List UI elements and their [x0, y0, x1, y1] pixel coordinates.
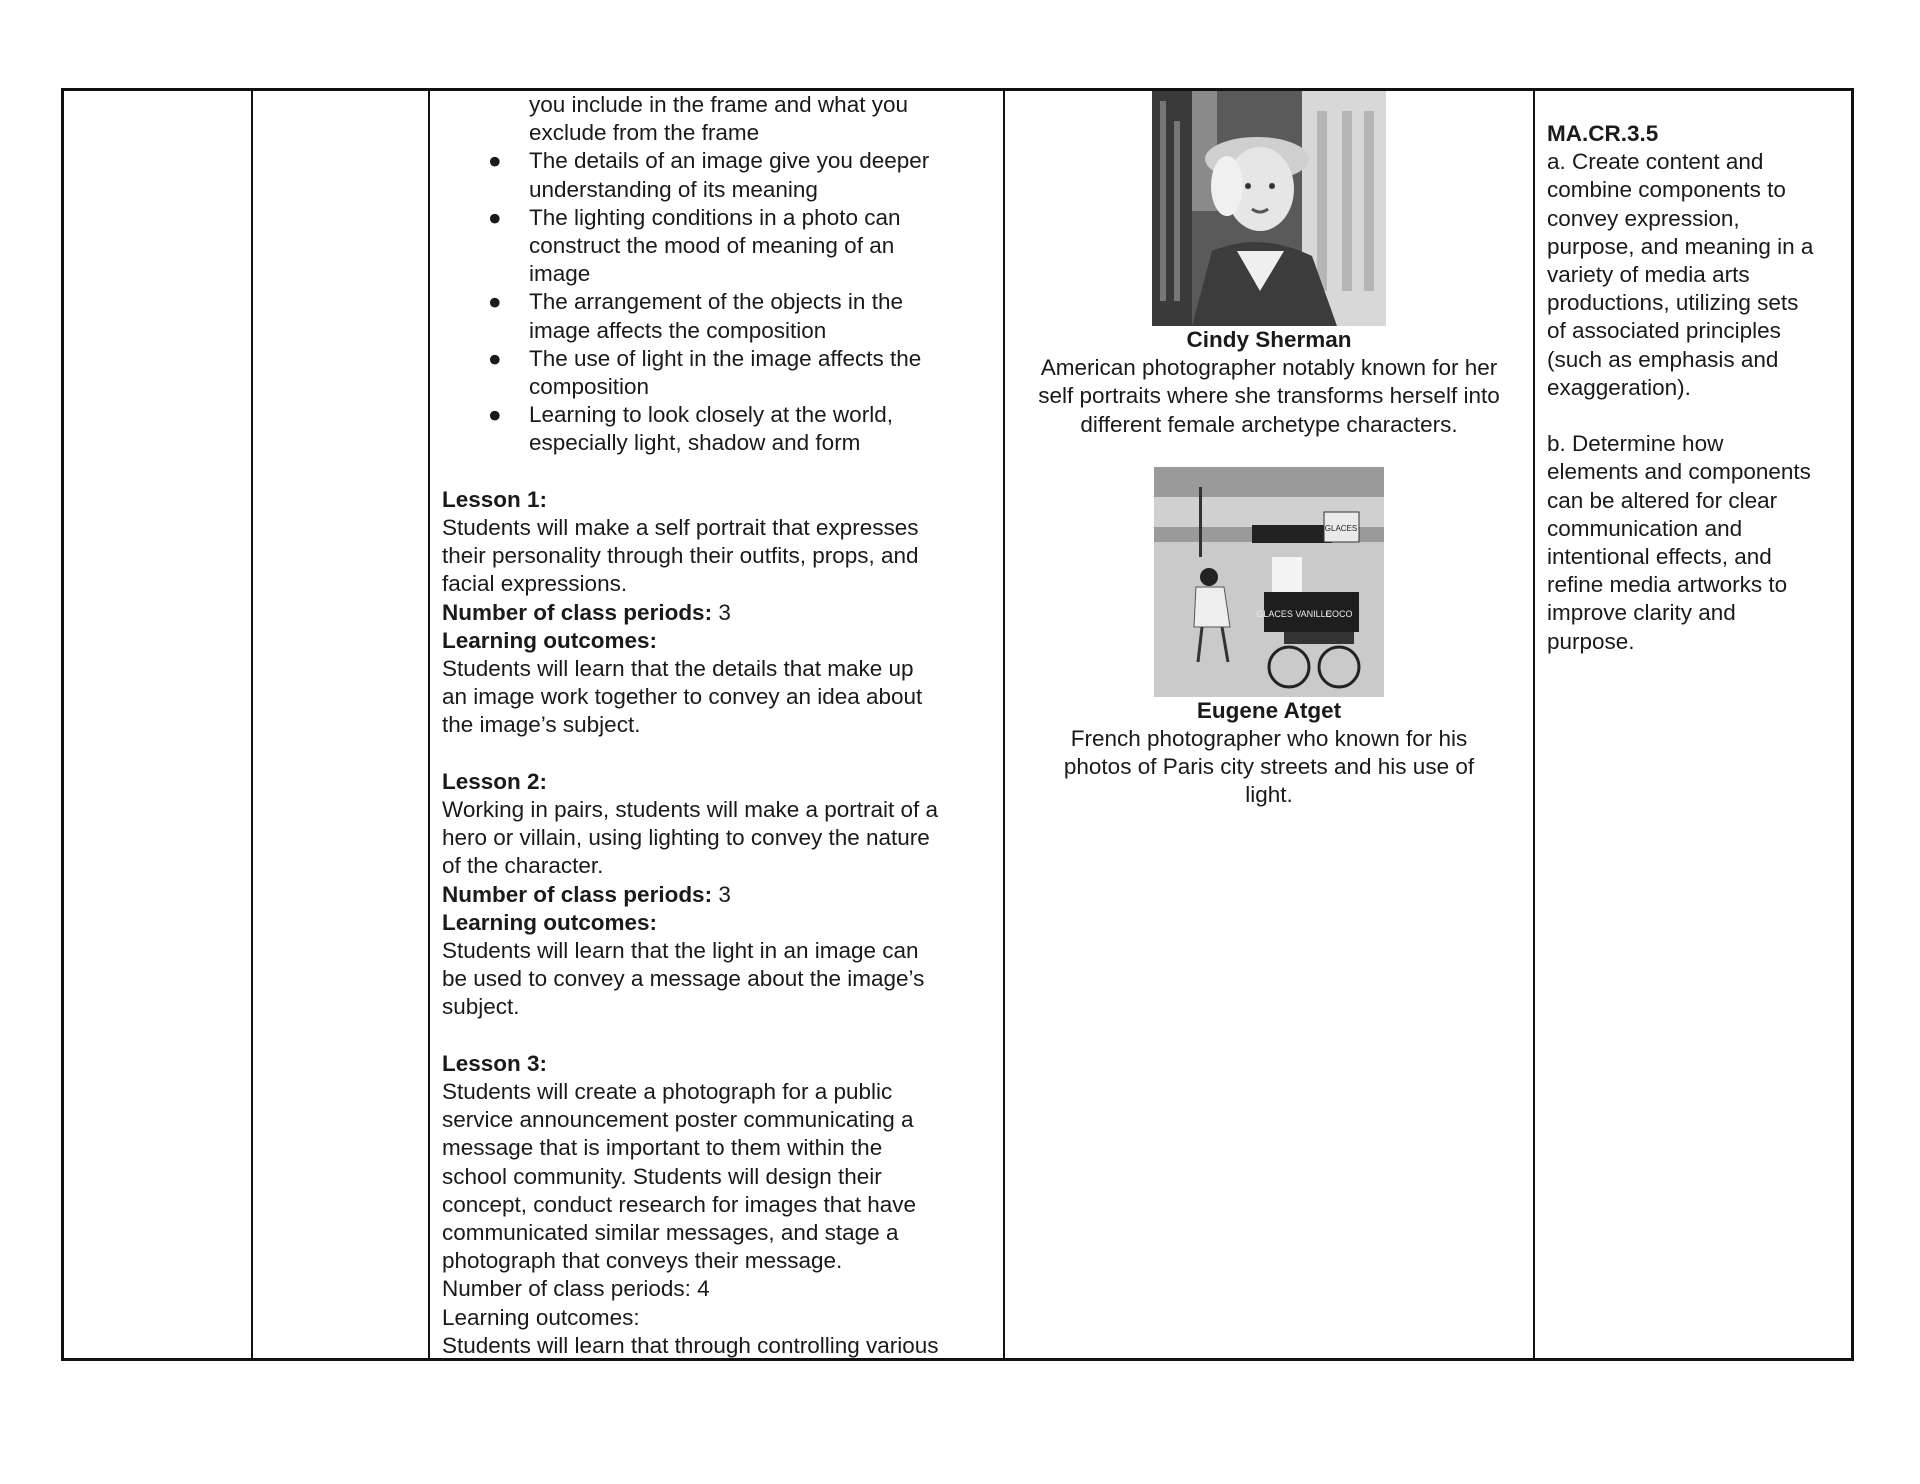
text-line: different female archetype characters.	[1080, 411, 1458, 437]
text-line: message that is important to them within the	[442, 1135, 883, 1161]
text-line: The use of light in the image affects the	[529, 345, 922, 371]
text-line	[442, 740, 989, 768]
list-item	[442, 288, 989, 344]
text-line: Students will make a self portrait that expresses	[442, 515, 919, 541]
list-item	[442, 401, 989, 457]
text-line: Learning to look closely at the world,	[529, 402, 893, 428]
outcomes-heading: Learning outcomes:	[442, 627, 658, 653]
column-2	[253, 91, 430, 1358]
text-line: construct the mood of meaning of an	[529, 233, 895, 259]
text-line: concept, conduct research for images that have	[442, 1191, 917, 1217]
column-artists	[1005, 91, 1535, 1358]
text-line: an image work together to convey an idea about	[442, 684, 923, 710]
list-item	[442, 204, 989, 289]
text-line: of associated principles	[1547, 318, 1781, 344]
artist-name: Cindy Sherman	[1186, 327, 1352, 352]
standard-part-b	[1547, 430, 1841, 656]
text-line: image	[529, 261, 591, 287]
text-line: a. Create content and	[1547, 149, 1764, 175]
text-line: exaggeration).	[1547, 374, 1691, 400]
eugene-atget-photo	[1154, 467, 1384, 697]
column-lessons	[430, 91, 1005, 1358]
text-line: photos of Paris city streets and his use of	[1063, 754, 1475, 780]
class-periods: Number of class periods: 4	[442, 1276, 710, 1302]
standard-part-a	[1547, 148, 1841, 402]
text-line: hero or villain, using lighting to convey the nature	[442, 825, 930, 851]
text-line: (such as emphasis and	[1547, 346, 1779, 372]
column-standards	[1535, 91, 1851, 1358]
outcomes-heading: Learning outcomes:	[442, 909, 658, 935]
text-line: productions, utilizing sets	[1547, 290, 1799, 316]
text-line: Students will learn that through controlling various	[442, 1332, 939, 1358]
text-line: French photographer who known for his	[1070, 726, 1468, 752]
bullet-icon: ●	[488, 148, 502, 174]
curriculum-table	[61, 88, 1854, 1361]
text-line	[442, 458, 989, 486]
bullet-icon: ●	[488, 402, 502, 428]
text-line	[1547, 402, 1841, 430]
text-line: Students will learn that the light in an image can	[442, 938, 919, 964]
lesson-1	[442, 486, 989, 740]
text-line: Working in pairs, students will make a portrait of a	[442, 797, 939, 823]
text-line: self portraits where she transforms herself into	[1038, 383, 1500, 409]
text-line: image affects the composition	[529, 317, 827, 343]
class-periods	[442, 599, 989, 627]
text-line: 3	[712, 599, 731, 625]
text-line: convey expression,	[1547, 205, 1740, 231]
text-line: intentional effects, and	[1547, 544, 1772, 570]
lesson-2	[442, 768, 989, 1022]
lesson-3	[442, 1050, 989, 1358]
cart-label-text: COCO	[1325, 608, 1353, 619]
text-line: The lighting conditions in a photo can	[529, 204, 901, 230]
outcomes-heading: Learning outcomes:	[442, 1304, 640, 1330]
text-line: communication and	[1547, 515, 1743, 541]
artist-description	[1013, 725, 1525, 810]
text-line: Students will learn that the details that make up	[442, 656, 914, 682]
lesson-heading: Lesson 2:	[442, 768, 548, 794]
lesson-heading: Lesson 1:	[442, 486, 548, 512]
text-line: b. Determine how	[1547, 431, 1724, 457]
concepts-list	[442, 147, 989, 457]
column-1	[64, 91, 253, 1358]
text-line: elements and components	[1547, 459, 1811, 485]
artist-name: Eugene Atget	[1196, 697, 1342, 723]
cindy-sherman-photo	[1152, 91, 1386, 326]
text-line: light.	[1245, 782, 1293, 808]
text-line: purpose, and meaning in a	[1547, 233, 1814, 259]
text-line: of the character.	[442, 853, 604, 879]
text-line: exclude from the frame	[529, 120, 760, 146]
class-periods	[442, 881, 989, 909]
text-line: Number of class periods:	[442, 881, 713, 907]
text-line: you include in the frame and what you	[529, 92, 908, 117]
cart-label-text: GLACES VANILLE	[1256, 608, 1332, 619]
text-line: service announcement poster communicating a	[442, 1107, 914, 1133]
text-line: American photographer notably known for her	[1040, 355, 1498, 381]
bullet-icon: ●	[488, 204, 502, 230]
text-line	[442, 1022, 989, 1050]
text-line: especially light, shadow and form	[529, 430, 861, 456]
cart-sign-text: GLACES	[1324, 523, 1358, 533]
text-line: improve clarity and	[1547, 600, 1736, 626]
text-line: school community. Students will design their	[442, 1163, 882, 1189]
text-line: The arrangement of the objects in the	[529, 289, 903, 315]
text-line: Number of class periods:	[442, 599, 713, 625]
text-line: facial expressions.	[442, 571, 628, 597]
text-line: composition	[529, 374, 650, 400]
text-line: Students will create a photograph for a public	[442, 1079, 893, 1105]
lesson-heading: Lesson 3:	[442, 1050, 548, 1076]
text-line: The details of an image give you deeper	[529, 148, 930, 174]
text-line: understanding of its meaning	[529, 176, 818, 202]
list-item	[442, 345, 989, 401]
text-line: variety of media arts	[1547, 262, 1750, 288]
text-line: combine components to	[1547, 177, 1786, 203]
artist-description	[1013, 354, 1525, 439]
text-line: photograph that conveys their message.	[442, 1248, 843, 1274]
text-line: communicated similar messages, and stage a	[442, 1220, 899, 1246]
text-line: refine media artworks to	[1547, 572, 1788, 598]
text-line: the image’s subject.	[442, 712, 641, 738]
bullet-icon: ●	[488, 289, 502, 315]
text-line: 3	[712, 881, 731, 907]
standard-code: MA.CR.3.5	[1547, 121, 1659, 146]
list-item	[442, 147, 989, 203]
intro-continuation	[442, 91, 989, 147]
text-line: subject.	[442, 994, 520, 1020]
text-line: be used to convey a message about the image’s	[442, 966, 925, 992]
bullet-icon: ●	[488, 345, 502, 371]
text-line: can be altered for clear	[1547, 487, 1778, 513]
text-line: their personality through their outfits, props, and	[442, 543, 919, 569]
text-line: purpose.	[1547, 628, 1635, 654]
